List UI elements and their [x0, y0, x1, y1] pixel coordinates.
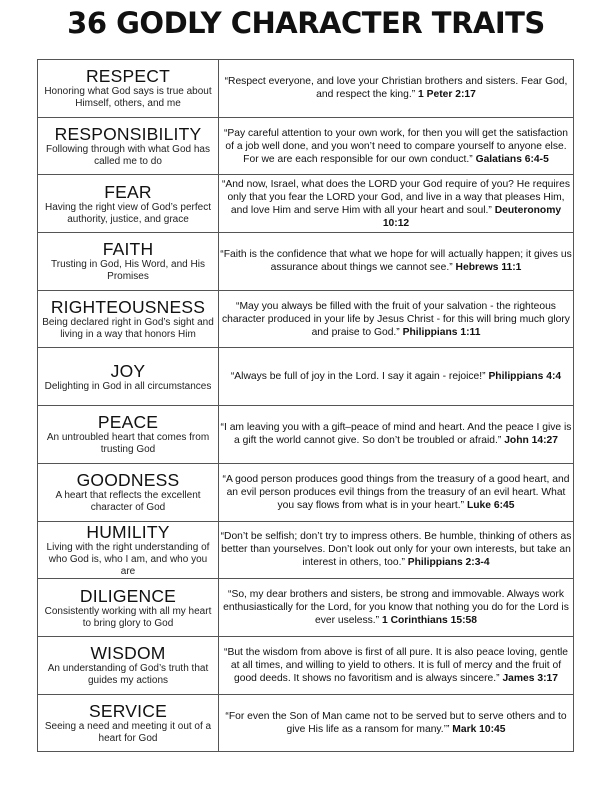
trait-row [38, 60, 574, 118]
trait-row [38, 348, 574, 406]
trait-name: PEACE [97, 412, 159, 433]
verse-text [219, 588, 573, 627]
verse-reference: Philippians 2:3-4 [407, 557, 490, 569]
verse-quote: “A good person produces good things from the treasury of a good heart, and an evil person produces evil things from the treasury of an evil heart. What you say flows from what is in your heart.” [222, 473, 570, 511]
trait-name: DILIGENCE [79, 585, 177, 606]
trait-cell [38, 117, 219, 175]
trait-definition: A heart that reflects the excellent character of God [55, 490, 201, 514]
trait-name: RESPECT [85, 66, 171, 87]
trait-definition: An untroubled heart that comes from trusting God [46, 432, 210, 456]
trait-name: RIGHTEOUSNESS [50, 297, 206, 318]
verse-text [219, 473, 573, 512]
trait-name: SERVICE [89, 700, 167, 721]
verse-text [219, 248, 573, 274]
trait-row [38, 406, 574, 464]
verse-quote: “And now, Israel, what does the LORD your God require of you? He requires only that you fear the LORD your God, and live in a way that pleases Him, and love Him and serve Him with all your heart and soul.” [222, 178, 570, 216]
verse-quote: “May you always be filled with the fruit of your salvation - the righteous character produced in your life by Jesus Christ - for this will bring much glory and praise to God.” [222, 300, 570, 338]
verse-text [219, 300, 573, 339]
trait-cell [38, 233, 219, 291]
verse-text [219, 178, 573, 230]
verse-reference: 1 Corinthians 15:58 [381, 615, 477, 627]
verse-reference: 1 Peter 2:17 [418, 89, 476, 101]
page-title: 36 GODLY CHARACTER TRAITS [67, 6, 545, 40]
trait-definition: Trusting in God, His Word, and His Promises [51, 259, 205, 283]
trait-row [38, 233, 574, 291]
verse-quote: “Faith is the confidence that what we hope for will actually happen; it gives us assurance about things we cannot see.” [220, 249, 572, 274]
trait-row [38, 579, 574, 637]
trait-definition: Honoring what God says is true about Himself, others, and me [44, 86, 212, 110]
verse-reference: Galatians 6:4-5 [475, 153, 549, 165]
trait-cell [38, 463, 219, 521]
verse-cell [219, 60, 574, 118]
verse-text [219, 370, 573, 383]
verse-reference: Philippians 1:11 [402, 326, 481, 338]
trait-cell [38, 579, 219, 637]
trait-definition: Having the right view of God’s perfect authority, justice, and grace [44, 201, 211, 225]
verse-cell [219, 117, 574, 175]
verse-cell [219, 521, 574, 579]
verse-reference: Hebrews 11:1 [455, 262, 522, 274]
trait-definition: Living with the right understanding of who God is, who I am, and who you are [46, 541, 210, 577]
verse-text [219, 127, 573, 166]
verse-text [219, 646, 573, 685]
trait-cell [38, 60, 219, 118]
verse-text [219, 421, 573, 447]
trait-name: FEAR [104, 181, 152, 202]
verse-cell [219, 579, 574, 637]
trait-name: WISDOM [90, 643, 166, 664]
verse-quote: “For even the Son of Man came not to be served but to serve others and to give His life as a ransom for many.’” [225, 710, 567, 735]
trait-cell [38, 406, 219, 464]
verse-text [219, 75, 573, 101]
verse-reference: John 14:27 [504, 435, 558, 447]
trait-row [38, 463, 574, 521]
verse-reference: Mark 10:45 [452, 723, 506, 735]
trait-definition: Delighting in God in all circumstances [44, 380, 212, 392]
verse-cell [219, 175, 574, 233]
trait-row [38, 521, 574, 579]
verse-cell [219, 348, 574, 406]
trait-definition: Consistently working with all my heart to bring glory to God [44, 605, 212, 629]
trait-definition: Seeing a need and meeting it out of a heart for God [44, 720, 212, 744]
verse-quote: “Respect everyone, and love your Christian brothers and sisters. Fear God, and respect the king.” [224, 76, 568, 101]
verse-quote: “But the wisdom from above is first of all pure. It is also peace loving, gentle at all times, and willing to yield to others. It is full of mercy and the fruit of good deeds. It shows no favoritism and is always sincere.” [224, 646, 568, 684]
verse-text [219, 710, 573, 736]
verse-cell [219, 233, 574, 291]
trait-row [38, 636, 574, 694]
trait-definition: Being declared right in God’s sight and living in a way that honors Him [42, 317, 214, 341]
verse-cell [219, 636, 574, 694]
verse-reference: James 3:17 [502, 672, 558, 684]
trait-cell [38, 175, 219, 233]
trait-cell [38, 348, 219, 406]
verse-text [219, 530, 573, 569]
traits-table-body [38, 60, 574, 752]
verse-reference: Philippians 4:4 [488, 371, 562, 383]
verse-reference: Luke 6:45 [466, 499, 515, 511]
verse-quote: “Always be full of joy in the Lord. I say it again - rejoice!” [230, 371, 486, 383]
trait-row [38, 290, 574, 348]
trait-name: FAITH [102, 239, 154, 260]
verse-reference: Deuteronomy 10:12 [382, 204, 562, 229]
verse-cell [219, 694, 574, 752]
trait-name: JOY [110, 360, 146, 381]
trait-definition: An understanding of God’s truth that guides my actions [47, 663, 209, 687]
trait-cell [38, 521, 219, 579]
verse-cell [219, 463, 574, 521]
trait-name: HUMILITY [86, 521, 170, 542]
trait-name: RESPONSIBILITY [54, 124, 202, 145]
trait-row [38, 117, 574, 175]
verse-quote: “So, my dear brothers and sisters, be strong and immovable. Always work enthusiastically for the Lord, for you know that nothing you do for the Lord is ever useless.” [223, 589, 569, 627]
verse-cell [219, 406, 574, 464]
trait-definition: Following through with what God has called me to do [46, 144, 210, 168]
verse-quote: “Pay careful attention to your own work, for then you will get the satisfaction of a job well done, and you won’t need to compare yourself to anyone else. For we are each responsible for our own conduct.” [224, 127, 568, 165]
trait-row [38, 694, 574, 752]
verse-quote: “Don’t be selfish; don’t try to impress others. Be humble, thinking of others as better than yourselves. Don’t look out only for your own interests, but take an interest in others, too.” [220, 531, 572, 569]
trait-row [38, 175, 574, 233]
traits-table [37, 59, 574, 752]
verse-quote: “I am leaving you with a gift–peace of mind and heart. And the peace I give is a gift the world cannot give. So don’t be troubled or afraid.” [220, 422, 572, 447]
trait-cell [38, 694, 219, 752]
trait-cell [38, 636, 219, 694]
trait-cell [38, 290, 219, 348]
verse-cell [219, 290, 574, 348]
trait-name: GOODNESS [76, 470, 180, 491]
